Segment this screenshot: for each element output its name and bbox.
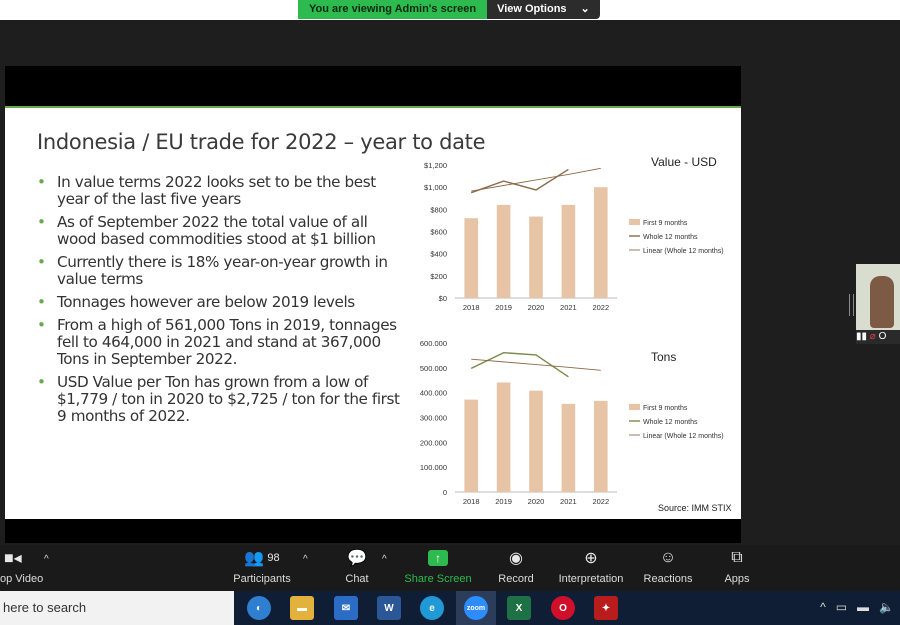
value-y-tick-label: $600: [430, 227, 447, 237]
tons-series-line: [471, 353, 568, 377]
participants-options-caret-icon[interactable]: ^: [303, 554, 308, 565]
interpretation-label: Interpretation: [558, 573, 624, 585]
app-icon[interactable]: ✦: [594, 596, 618, 620]
tons-y-tick-label: 0: [442, 488, 447, 497]
reactions-label: Reactions: [643, 573, 693, 585]
share-screen-label: Share Screen: [404, 573, 472, 585]
value-y-tick-label: $1,200: [424, 161, 447, 170]
view-options-button[interactable]: [487, 0, 600, 19]
taskbar-search-box[interactable]: [0, 591, 234, 625]
value-legend-label: First 9 months: [643, 220, 688, 227]
value-x-tick-label: 2018: [462, 303, 480, 312]
viewing-text: You are viewing Admin's screen: [298, 0, 487, 19]
participants-count: 98: [267, 552, 280, 564]
share-screen-icon: ↑: [428, 550, 448, 566]
meeting-toolbar: [0, 545, 900, 591]
value-legend-swatch: [629, 219, 640, 225]
signal-bars-icon: ▮▮: [856, 331, 868, 342]
battery-icon[interactable]: ▬: [857, 600, 870, 614]
tons-x-tick-label: 2019: [495, 497, 512, 506]
chat-options-caret-icon[interactable]: ^: [382, 554, 387, 565]
tons-y-tick-label: 400.000: [419, 388, 447, 398]
value-bar: [594, 187, 608, 298]
tons-chart-title: Tons: [651, 350, 677, 364]
smiley-icon: ☺: [659, 549, 677, 566]
tons-x-tick-label: 2021: [560, 497, 577, 506]
view-options-label: View Options: [497, 3, 567, 15]
tons-y-tick-label: 200.000: [419, 438, 447, 448]
tons-legend-swatch: [629, 404, 640, 410]
tons-y-tick-label: 500.000: [419, 363, 447, 373]
word-icon[interactable]: W: [377, 596, 401, 620]
participant-avatar: [870, 276, 894, 328]
tons-bar: [497, 382, 511, 492]
zoom-icon[interactable]: [464, 596, 488, 620]
value-trendline: [471, 168, 601, 191]
value-y-tick-label: $400: [430, 249, 447, 259]
value-x-tick-label: 2021: [560, 303, 577, 312]
network-icon[interactable]: ▭: [835, 600, 848, 614]
mail-icon[interactable]: ✉: [334, 596, 358, 620]
tons-legend-label: First 9 months: [643, 405, 688, 412]
tons-trendline: [471, 359, 601, 370]
tons-legend-label: Whole 12 months: [643, 419, 698, 426]
globe-icon: ⊕: [584, 550, 598, 567]
muted-mic-icon: ⌀: [869, 331, 876, 342]
slide-title: Indonesia / EU trade for 2022 – year to date: [37, 130, 486, 154]
excel-icon[interactable]: X: [507, 596, 531, 620]
share-screen-button[interactable]: [404, 547, 472, 585]
source-note: Source: IMM STIX: [658, 503, 732, 513]
slide-letterbox-bottom: [5, 519, 741, 543]
value-legend-label: Linear (Whole 12 months): [643, 248, 724, 255]
value-y-tick-label: $1,000: [424, 183, 447, 193]
record-label: Record: [498, 573, 534, 585]
apps-label: Apps: [724, 573, 750, 585]
edge-legacy-icon[interactable]: ◐: [247, 596, 271, 620]
tons-x-tick-label: 2022: [592, 497, 610, 506]
tons-x-tick-label: 2018: [462, 497, 480, 506]
participant-name-bar: [856, 330, 900, 344]
opera-icon[interactable]: O: [551, 596, 575, 620]
tons-bar: [562, 404, 576, 492]
volume-icon[interactable]: 🔈: [879, 600, 894, 614]
system-tray: [820, 600, 894, 614]
value-y-tick-label: $200: [430, 271, 447, 281]
bullet-item: • Currently there is 18% year-on-year growth in value terms: [37, 254, 407, 288]
tons-bar: [464, 400, 478, 492]
value-bar: [464, 218, 478, 298]
reactions-button[interactable]: [642, 547, 694, 585]
participant-video-thumbnail[interactable]: [856, 264, 900, 344]
chat-bubble-icon: 💬: [347, 550, 367, 567]
apps-button[interactable]: [720, 547, 754, 585]
tons-x-tick-label: 2020: [527, 497, 545, 506]
video-camera-icon: ■◂: [4, 550, 22, 567]
tons-y-tick-label: 100.000: [419, 463, 447, 473]
windows-taskbar: [0, 591, 900, 625]
zoom-label: zoom: [466, 604, 486, 612]
apps-icon: ⧉: [731, 549, 743, 566]
record-icon: ◉: [509, 550, 523, 567]
chat-button[interactable]: [337, 547, 377, 585]
tray-expand-icon[interactable]: ^: [820, 600, 826, 614]
value-bar: [529, 217, 543, 298]
value-x-tick-label: 2022: [592, 303, 610, 312]
file-explorer-icon[interactable]: ▬: [290, 596, 314, 620]
bullet-item: • As of September 2022 the total value of all wood based commodities stood at $1 billion: [37, 214, 407, 248]
value-bar: [562, 205, 576, 298]
value-y-tick-label: $0: [438, 294, 447, 303]
value-x-tick-label: 2019: [495, 303, 512, 312]
value-bar: [497, 205, 511, 298]
interpretation-button[interactable]: [555, 547, 627, 585]
edge-icon[interactable]: e: [420, 596, 444, 620]
chevron-down-icon: ⌄: [580, 3, 590, 15]
bullet-item: • From a high of 561,000 Tons in 2019, tonnages fell to 464,000 in 2021 and stand at 367,000 Tons in September 2022.: [37, 317, 407, 368]
slide-letterbox-top: [5, 66, 741, 106]
tons-y-tick-label: 300.000: [419, 413, 447, 423]
value-chart-title: Value - USD: [651, 155, 717, 169]
people-icon: 👥: [244, 550, 265, 567]
value-series-line: [471, 169, 568, 192]
presentation-slide: [5, 106, 741, 521]
participant-name: O: [878, 331, 887, 342]
chat-label: Chat: [345, 573, 369, 585]
viewing-banner: [298, 0, 600, 19]
video-label: op Video: [0, 573, 44, 585]
record-button[interactable]: [495, 547, 537, 585]
participants-icon-row: [230, 547, 294, 569]
value-usd-chart: [5, 108, 741, 521]
bullet-item: • Tonnages however are below 2019 levels: [37, 294, 407, 311]
tons-bar: [594, 401, 608, 492]
participants-label: Participants: [233, 573, 291, 585]
participants-button[interactable]: [230, 547, 294, 585]
search-text: here to search: [3, 600, 87, 615]
value-x-tick-label: 2020: [527, 303, 545, 312]
video-options-caret-icon[interactable]: ^: [44, 554, 49, 565]
stop-video-button[interactable]: [0, 547, 44, 585]
tons-bar: [529, 391, 543, 492]
value-legend-label: Whole 12 months: [643, 234, 698, 241]
panel-drag-handle[interactable]: [849, 294, 854, 316]
bullet-item: • USD Value per Ton has grown from a low of $1,779 / ton in 2020 to $2,725 / ton for the first 9 months of 2022.: [37, 374, 407, 425]
bullet-item: • In value terms 2022 looks set to be the best year of the last five years: [37, 174, 407, 208]
tons-y-tick-label: 600.000: [419, 339, 447, 348]
value-y-tick-label: $800: [430, 205, 447, 215]
tons-legend-label: Linear (Whole 12 months): [643, 433, 724, 440]
